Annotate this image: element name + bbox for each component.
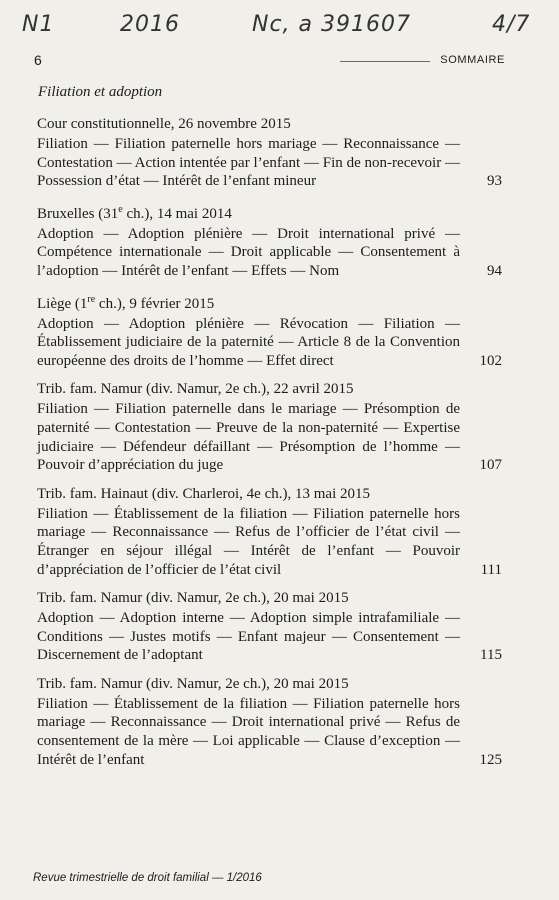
entry-court: Trib. fam. Namur (div. Namur, 2e ch.), 20 mai 2015	[37, 675, 349, 692]
toc-entry	[37, 588, 502, 665]
page-footer: Revue trimestrielle de droit familial — 1/2016	[33, 872, 262, 884]
section-title: Filiation et adoption	[38, 84, 163, 100]
header-rule	[340, 61, 430, 62]
toc-entry	[37, 674, 502, 769]
entry-page-number: 107	[479, 457, 502, 474]
handwritten-annotation	[22, 8, 541, 42]
handwritten-reference: Nc, a 391607	[252, 12, 411, 37]
entry-court: Trib. fam. Namur (div. Namur, 2e ch.), 22 avril 2015	[37, 381, 354, 398]
entry-page-number: 125	[479, 751, 502, 768]
entry-page-number: 115	[480, 647, 502, 664]
page-number: 6	[34, 52, 42, 68]
entry-summary: Adoption — Adoption plénière — Droit international privé — Compétence internationale — Droit applicable — Consentement à l’adoption — Intérêt de l’enfant — Effets — Nom	[37, 225, 460, 279]
handwritten-fraction: 4/7	[492, 12, 531, 37]
toc-entry	[37, 114, 502, 191]
toc-entry	[37, 200, 502, 281]
toc-entry	[37, 484, 502, 579]
handwritten-year: 2016	[120, 12, 180, 37]
handwritten-mark: N1	[22, 12, 55, 37]
entry-summary: Filiation — Filiation paternelle dans le mariage — Présomption de paternité — Contestation — Preuve de la non-paternité — Expertise judiciaire — Défendeur défaillant — Présomption de l’homme — Pouvoir d’appréciation du juge	[37, 401, 460, 474]
entry-court: Cour constitutionnelle, 26 novembre 2015	[37, 116, 291, 132]
entry-page-number: 93	[487, 173, 502, 190]
table-of-contents	[37, 114, 502, 778]
running-header: SOMMAIRE	[440, 54, 505, 66]
entry-summary: Filiation — Établissement de la filiation — Filiation paternelle hors mariage — Reconnaissance — Droit international privé — Refus de consentement de la mère — Loi applicable — Clause d’exception — Intérêt de l’enfant	[37, 695, 460, 768]
entry-page-number: 94	[487, 262, 502, 279]
entry-page-number: 102	[479, 352, 502, 369]
toc-entry	[37, 290, 502, 371]
entry-page-number: 111	[480, 561, 502, 578]
entry-summary: Filiation — Filiation paternelle hors mariage — Reconnaissance — Contestation — Action intentée par l’enfant — Fin de non-recevoir — Possession d’état — Intérêt de l’enfant mineur	[37, 136, 460, 190]
entry-summary: Filiation — Établissement de la filiation — Filiation paternelle hors mariage — Reconnaissance — Refus de l’officier de l’état civil — Étranger en séjour illégal — Intérêt de l’enfant — Pouvoir d’appréciation de l’officier de l’état civil	[37, 505, 460, 578]
entry-summary: Adoption — Adoption interne — Adoption simple intrafamiliale — Conditions — Justes motifs — Enfant majeur — Consentement — Discernement de l’adoptant	[37, 610, 460, 664]
entry-summary: Adoption — Adoption plénière — Révocation — Filiation — Établissement judiciaire de la paternité — Article 8 de la Convention européenne des droits de l’homme — Effet direct	[37, 315, 460, 369]
entry-court: Bruxelles (31e ch.), 14 mai 2014	[37, 203, 232, 222]
entry-court: Liège (1re ch.), 9 février 2015	[37, 293, 215, 312]
toc-entry	[37, 379, 502, 474]
entry-court: Trib. fam. Namur (div. Namur, 2e ch.), 20 mai 2015	[37, 590, 349, 607]
entry-court: Trib. fam. Hainaut (div. Charleroi, 4e ch.), 13 mai 2015	[37, 485, 370, 502]
